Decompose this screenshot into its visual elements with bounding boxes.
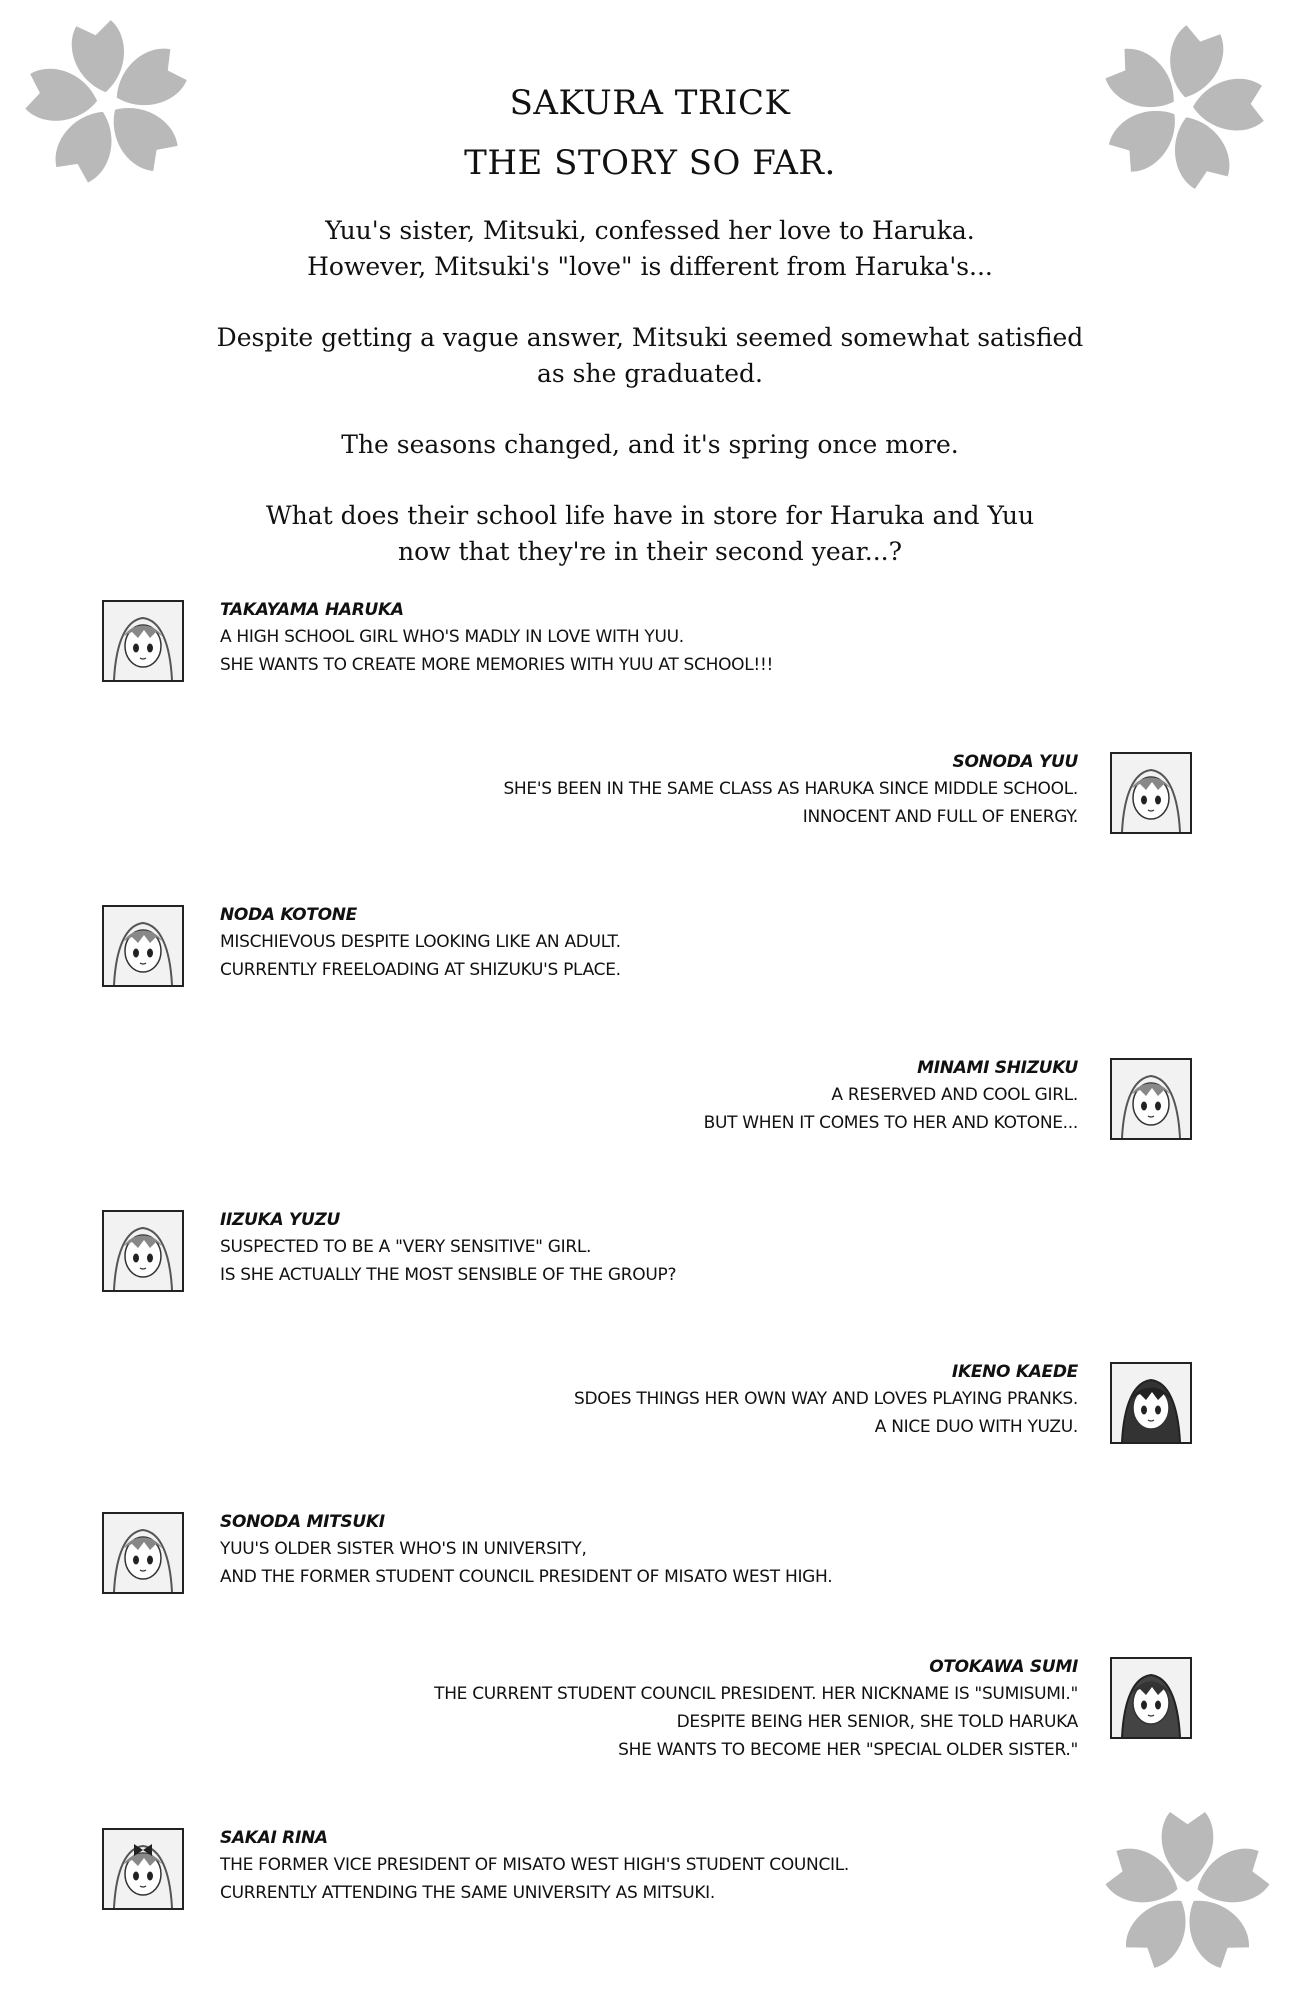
portrait-avatar <box>1110 1058 1192 1140</box>
character-description: A HIGH SCHOOL GIRL WHO'S MADLY IN LOVE WITH YUU. <box>220 627 684 647</box>
character-description: A RESERVED AND COOL GIRL. <box>831 1085 1078 1105</box>
story-line: What does their school life have in store for Haruka and Yuu <box>265 501 1035 530</box>
character-description: IS SHE ACTUALLY THE MOST SENSIBLE OF THE GROUP? <box>220 1265 677 1285</box>
character-entry-sumi <box>0 1657 1300 1760</box>
character-description: YUU'S OLDER SISTER WHO'S IN UNIVERSITY, <box>220 1539 587 1559</box>
character-description: CURRENTLY ATTENDING THE SAME UNIVERSITY AS MITSUKI. <box>220 1883 715 1903</box>
page-subtitle: THE STORY SO FAR. <box>464 143 836 183</box>
story-line: Yuu's sister, Mitsuki, confessed her love to Haruka. <box>325 216 975 245</box>
character-name: OTOKAWA SUMI <box>929 1657 1078 1677</box>
portrait-avatar <box>102 1512 184 1594</box>
character-description: THE FORMER VICE PRESIDENT OF MISATO WEST HIGH'S STUDENT COUNCIL. <box>220 1855 850 1875</box>
character-entry-kaede <box>0 1362 1300 1462</box>
character-description: SHE WANTS TO CREATE MORE MEMORIES WITH YUU AT SCHOOL!!! <box>220 655 773 675</box>
character-entry-mitsuki <box>0 1512 1300 1612</box>
character-description: INNOCENT AND FULL OF ENERGY. <box>802 807 1078 827</box>
character-description: AND THE FORMER STUDENT COUNCIL PRESIDENT OF MISATO WEST HIGH. <box>220 1567 833 1587</box>
story-line: However, Mitsuki's "love" is different from Haruka's... <box>307 252 993 281</box>
character-entry-rina <box>0 1828 1300 1928</box>
character-name: SAKAI RINA <box>220 1828 328 1848</box>
story-line: Despite getting a vague answer, Mitsuki seemed somewhat satisfied <box>216 323 1084 352</box>
character-name: SONODA YUU <box>952 752 1078 772</box>
character-description: MISCHIEVOUS DESPITE LOOKING LIKE AN ADULT. <box>220 932 621 952</box>
portrait-avatar <box>1110 752 1192 834</box>
portrait-avatar <box>102 600 184 682</box>
character-description: SDOES THINGS HER OWN WAY AND LOVES PLAYING PRANKS. <box>573 1389 1078 1409</box>
portrait-avatar <box>1110 1362 1192 1444</box>
story-paragraph-2 <box>100 320 1200 392</box>
character-description: BUT WHEN IT COMES TO HER AND KOTONE... <box>703 1113 1078 1133</box>
character-entry-haruka <box>0 600 1300 700</box>
character-description: SUSPECTED TO BE A "VERY SENSITIVE" GIRL. <box>220 1237 592 1257</box>
portrait-avatar <box>1110 1657 1192 1739</box>
character-name: NODA KOTONE <box>220 905 357 925</box>
story-line: The seasons changed, and it's spring once more. <box>341 430 959 459</box>
character-description: CURRENTLY FREELOADING AT SHIZUKU'S PLACE. <box>220 960 621 980</box>
character-name: IKENO KAEDE <box>951 1362 1078 1382</box>
story-paragraph-4 <box>100 498 1200 570</box>
story-line: now that they're in their second year...? <box>397 537 903 566</box>
character-entry-kotone <box>0 905 1300 1005</box>
page-title: SAKURA TRICK <box>509 83 791 123</box>
character-entry-yuu <box>0 752 1300 852</box>
character-name: TAKAYAMA HARUKA <box>220 600 404 620</box>
portrait-avatar <box>102 1210 184 1292</box>
character-description: SHE'S BEEN IN THE SAME CLASS AS HARUKA SINCE MIDDLE SCHOOL. <box>503 779 1078 799</box>
character-name: MINAMI SHIZUKU <box>917 1058 1078 1078</box>
story-paragraph-1 <box>100 213 1200 285</box>
character-entry-yuzu <box>0 1210 1300 1310</box>
portrait-avatar <box>102 1828 184 1910</box>
character-name: SONODA MITSUKI <box>220 1512 385 1532</box>
character-description: DESPITE BEING HER SENIOR, SHE TOLD HARUKA <box>676 1712 1078 1732</box>
character-description: A NICE DUO WITH YUZU. <box>874 1417 1078 1437</box>
portrait-avatar <box>102 905 184 987</box>
character-description: THE CURRENT STUDENT COUNCIL PRESIDENT. HER NICKNAME IS "SUMISUMI." <box>434 1684 1078 1704</box>
story-paragraph-3 <box>100 427 1200 463</box>
character-entry-shizuku <box>0 1058 1300 1158</box>
character-description: SHE WANTS TO BECOME HER "SPECIAL OLDER SISTER." <box>618 1740 1078 1760</box>
character-name: IIZUKA YUZU <box>220 1210 340 1230</box>
story-line: as she graduated. <box>536 359 763 388</box>
